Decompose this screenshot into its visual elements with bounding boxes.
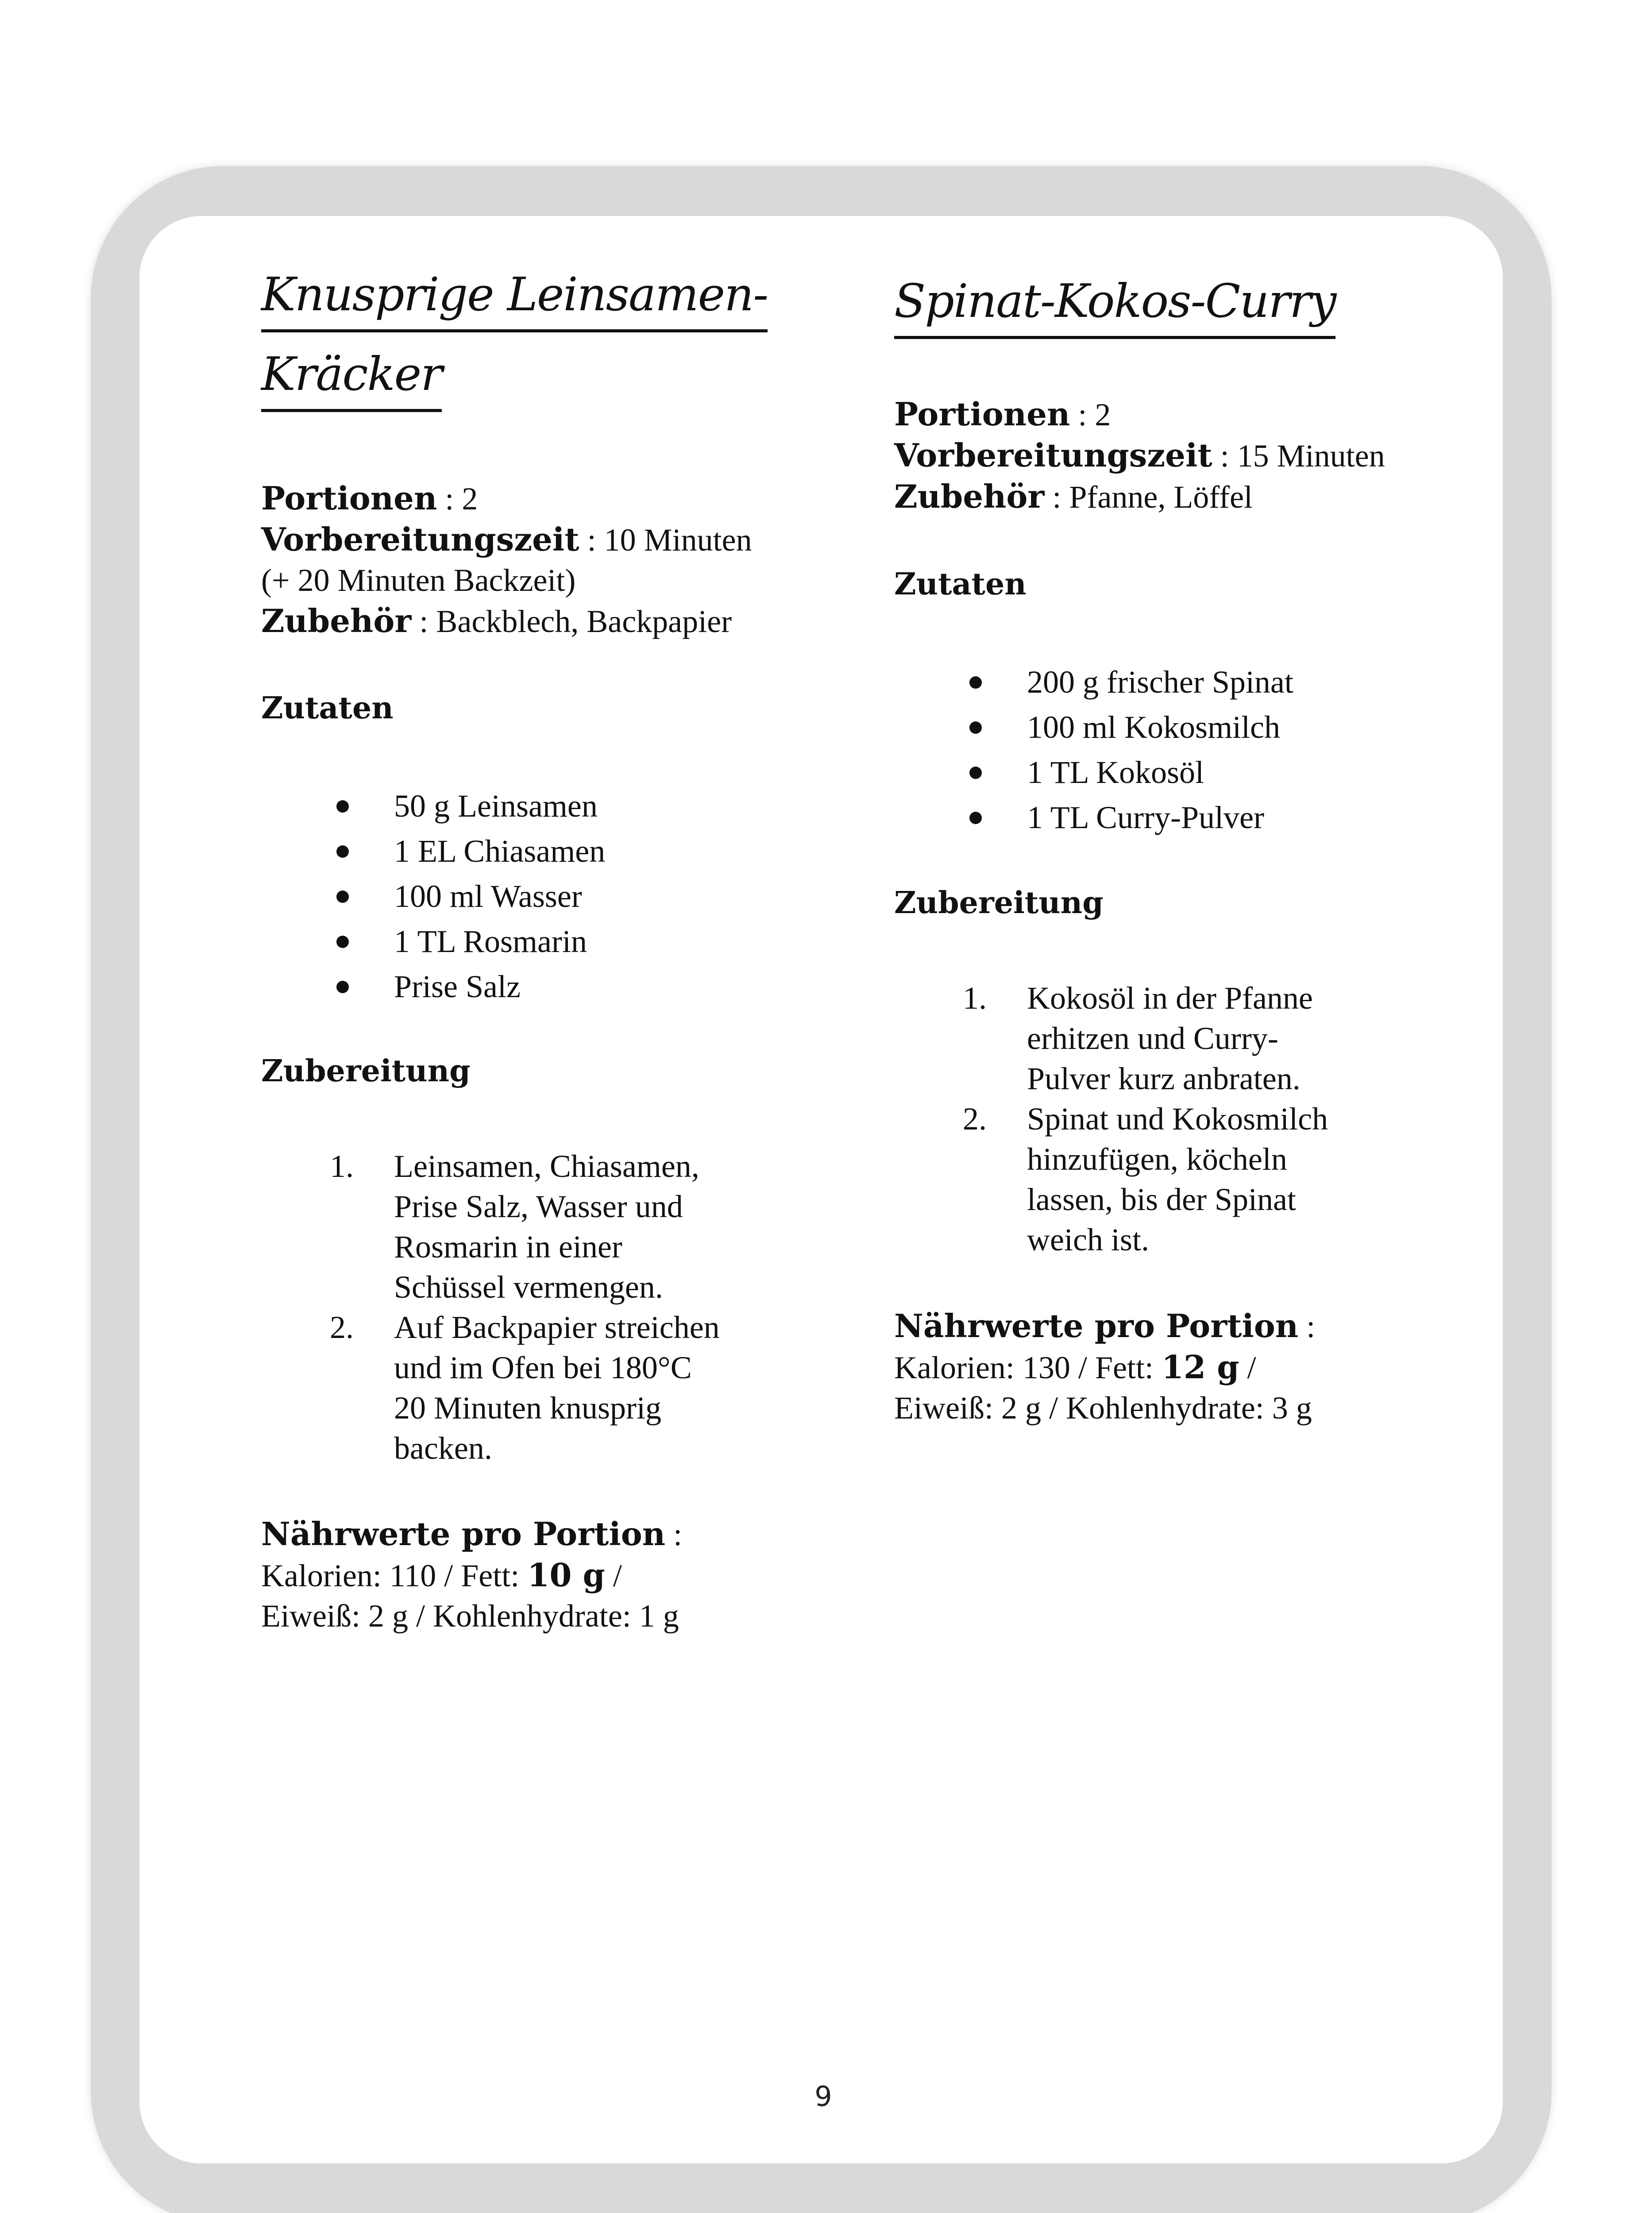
list-item: 1 EL Chiasamen — [261, 829, 605, 874]
right-ingredient-list — [894, 659, 1293, 840]
bullet-icon — [969, 721, 982, 734]
list-item: Prise Salz — [261, 964, 605, 1009]
left-title-line-2: Kräcker — [261, 341, 442, 412]
right-kalorien-line: Kalorien: 130 / Fett: 12 g / — [894, 1348, 1256, 1386]
left-step-list — [261, 1146, 720, 1469]
right-zubereitung-heading: Zubereitung — [894, 885, 1104, 921]
bullet-icon — [969, 767, 982, 779]
list-item: 1 TL Curry-Pulver — [894, 795, 1293, 840]
left-zubehoer: Zubehör : Backblech, Backpapier — [261, 602, 732, 640]
list-item: 1. Kokosöl in der Pfanne erhitzen und Curry- Pulver kurz anbraten. — [963, 980, 1313, 1096]
left-zubereitung-heading: Zubereitung — [261, 1053, 471, 1089]
list-item: 100 ml Kokosmilch — [894, 705, 1293, 750]
left-extra-time: (+ 20 Minuten Backzeit) — [261, 563, 576, 598]
right-step-list — [894, 978, 1328, 1260]
bullet-icon — [336, 891, 349, 903]
right-zutaten-heading: Zutaten — [894, 567, 1027, 602]
right-title-line: Spinat-Kokos-Curry — [894, 268, 1335, 339]
bullet-icon — [336, 981, 349, 993]
list-item: 50 g Leinsamen — [261, 783, 605, 829]
bullet-icon — [969, 676, 982, 689]
left-kalorien-line: Kalorien: 110 / Fett: 10 g / — [261, 1556, 622, 1594]
list-item: 2. Auf Backpapier streichen und im Ofen bei 180°C 20 Minuten knusprig backen. — [330, 1310, 720, 1466]
list-item: 1 TL Kokosöl — [894, 750, 1293, 795]
right-eiweiss-line: Eiweiß: 2 g / Kohlenhydrate: 3 g — [894, 1390, 1312, 1426]
list-item: 2. Spinat und Kokosmilch hinzufügen, köcheln lassen, bis der Spinat weich ist. — [963, 1101, 1328, 1257]
page-number: 9 — [814, 2080, 832, 2113]
left-eiweiss-line: Eiweiß: 2 g / Kohlenhydrate: 1 g — [261, 1598, 679, 1634]
left-recipe-meta — [261, 478, 752, 642]
bullet-icon — [336, 800, 349, 813]
left-zutaten-heading: Zutaten — [261, 690, 394, 726]
list-item: 1. Leinsamen, Chiasamen, Prise Salz, Wasser und Rosmarin in einer Schüssel vermengen. — [330, 1149, 699, 1305]
right-recipe-meta — [894, 394, 1385, 517]
right-portionen: Portionen : 2 — [894, 395, 1111, 433]
left-vorbereitungszeit: Vorbereitungszeit : 10 Minuten — [261, 520, 752, 558]
right-naehrwerte-label: Nährwerte pro Portion : — [894, 1307, 1316, 1345]
bullet-icon — [969, 812, 982, 824]
left-naehrwerte-label: Nährwerte pro Portion : — [261, 1515, 683, 1553]
bullet-icon — [336, 845, 349, 858]
list-item: 100 ml Wasser — [261, 874, 605, 919]
bullet-icon — [336, 936, 349, 948]
list-item: 1 TL Rosmarin — [261, 919, 605, 964]
left-ingredient-list — [261, 783, 605, 1009]
right-recipe-title — [894, 261, 1335, 341]
left-portionen: Portionen : 2 — [261, 479, 478, 517]
left-title-line-1: Knusprige Leinsamen- — [261, 261, 768, 332]
left-nutrition — [261, 1514, 682, 1636]
left-recipe-title — [261, 254, 768, 414]
right-vorbereitungszeit: Vorbereitungszeit : 15 Minuten — [894, 436, 1385, 474]
right-nutrition — [894, 1306, 1315, 1428]
list-item: 200 g frischer Spinat — [894, 659, 1293, 705]
right-zubehoer: Zubehör : Pfanne, Löffel — [894, 478, 1253, 515]
